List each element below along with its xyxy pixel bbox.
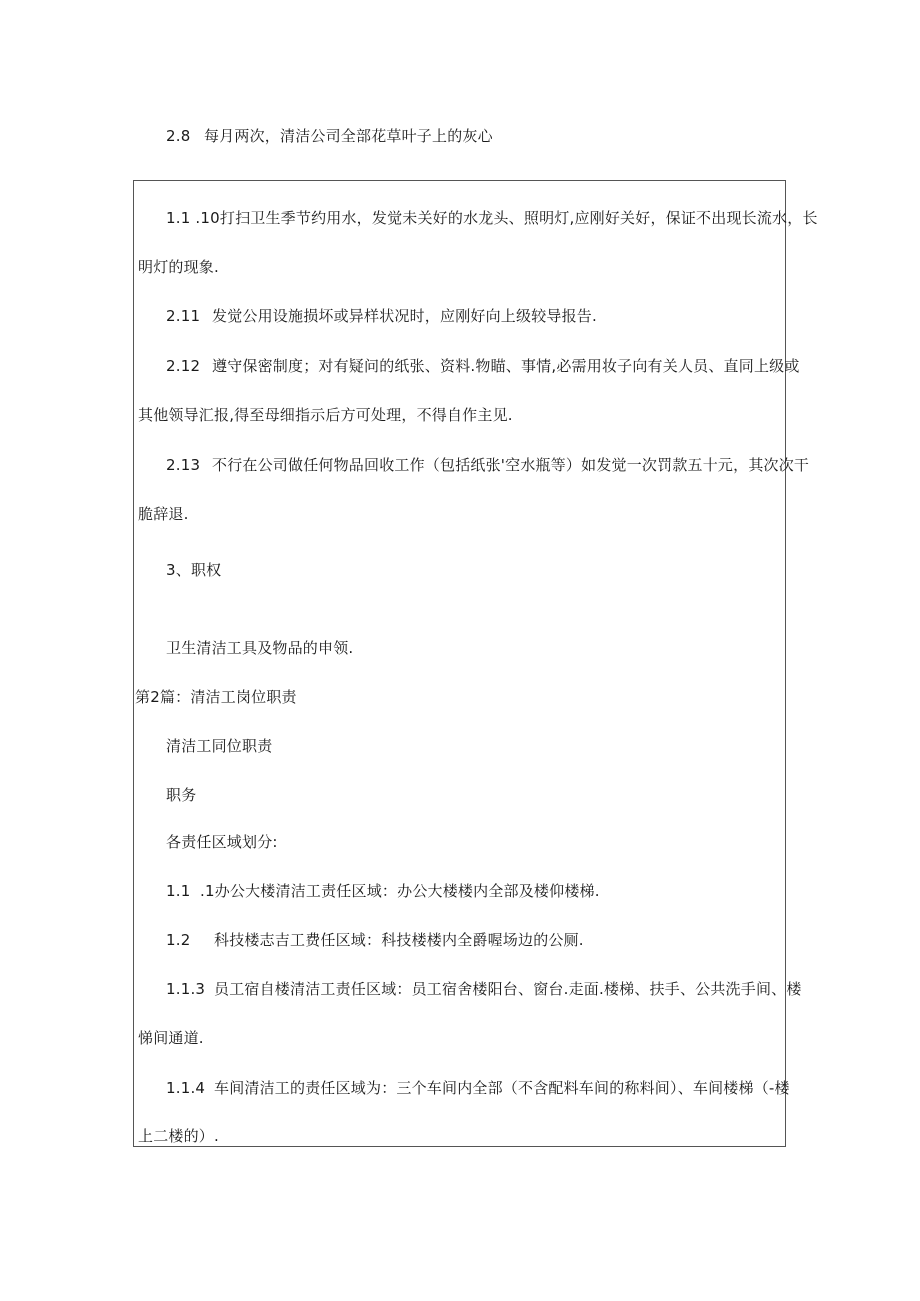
item-text: 不行在公司做任何物品回收工作（包括纸张'空水瓶等）如发觉一次罚款五十元，其次次干 — [212, 456, 810, 474]
item-2-13-line2: 脆辞退. — [138, 505, 189, 523]
area-1-1-3-line2: 悌间通道. — [138, 1029, 204, 1047]
item-number: 2.12 — [166, 357, 201, 375]
item-text: .1办公大楼清洁工责任区域：办公大楼楼内全部及楼仰楼梯. — [200, 882, 600, 900]
item-2-11 — [166, 306, 597, 326]
item-text: 发觉公用设施损坏或异样状况时，应刚好向上级较导报告. — [212, 307, 597, 325]
item-number: 1.1.3 — [166, 980, 206, 998]
area-1-1 — [166, 881, 600, 901]
authority-text: 卫生清洁工具及物品的申领. — [166, 639, 354, 657]
item-number: 1.1 — [166, 882, 191, 900]
item-2-12-line2: 其他领导汇报,得至母细指示后方可处理，不得自作主见. — [138, 406, 513, 424]
chapter-2-title: 第2篇：清洁工岗位职责 — [135, 688, 297, 706]
area-1-1-4-line2: 上二楼的）. — [138, 1127, 219, 1145]
item-number: 2.13 — [166, 456, 201, 474]
area-1-2 — [166, 930, 584, 950]
areas-title: 各责任区域划分: — [166, 833, 278, 851]
duty-heading: 职务 — [166, 786, 197, 804]
item-text: 科技楼志吉工费任区域：科技楼楼内全爵喔场边的公厕. — [214, 931, 584, 949]
item-text: 遵守保密制度；对有疑问的纸张、资料.物瞄、事情,必需用妆子向有关人员、直同上级或 — [212, 357, 800, 375]
item-2-13-line1 — [166, 455, 809, 475]
item-text: 车间清洁工的责任区域为：三个车间内全部（不含配料车间的称料间）、车间楼梯（-楼 — [214, 1079, 790, 1097]
chapter-2-subtitle: 清洁工同位职责 — [166, 737, 273, 755]
item-text: 员工宿自楼清洁工责任区域：员工宿舍楼阳台、窗台.走面.楼梯、扶手、公共洗手间、楼 — [214, 980, 802, 998]
area-1-1-4-line1 — [166, 1078, 790, 1098]
item-number: 2.11 — [166, 307, 201, 325]
item-text: 每月两次，清洁公司全部花草叶子上的灰心 — [204, 127, 493, 145]
item-number: 2.8 — [166, 127, 191, 145]
item-2-12-line1 — [166, 356, 800, 376]
section-3-heading: 3、职权 — [166, 561, 222, 579]
item-2-8 — [166, 126, 493, 146]
item-1-1-10-line2: 明灯的现象. — [138, 258, 219, 276]
item-1-1-10-line1: 1.1 .10打扫卫生季节约用水，发觉未关好的水龙头、照明灯,应刚好关好，保证不出现长流水，长 — [166, 209, 818, 227]
item-number: 1.1.4 — [166, 1079, 206, 1097]
area-1-1-3-line1 — [166, 979, 802, 999]
item-number: 1.2 — [166, 931, 191, 949]
